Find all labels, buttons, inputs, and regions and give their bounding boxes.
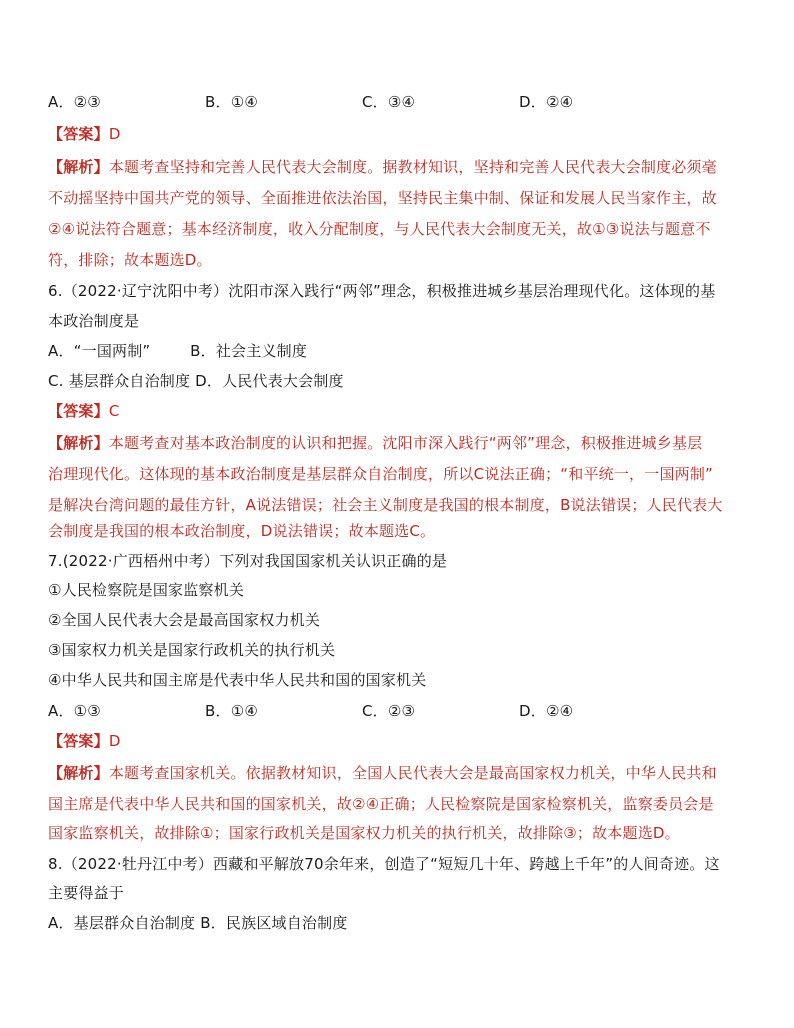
q5-option-d: D．②④	[519, 93, 574, 111]
q7-analysis-line-1	[48, 763, 717, 783]
q5-analysis-line-1	[48, 157, 717, 177]
analysis-text: 本题考查国家机关。依据教材知识，全国人民代表大会是最高国家权力机关，中华人民共和	[108, 764, 717, 782]
answer-value: D	[108, 125, 121, 143]
answer-tag: 【答案】	[48, 732, 109, 750]
q7-analysis-line-3: 国家监察机关，故排除①；国家行政机关是国家权力机关的执行机关，故排除③；故本题选D。	[48, 824, 680, 842]
q7-option-a: A．①③	[48, 702, 101, 720]
q5-answer	[48, 124, 121, 144]
q7-statement-3: ③国家权力机关是国家行政机关的执行机关	[48, 641, 336, 659]
q8-options-line: A．基层群众自治制度 B．民族区域自治制度	[48, 914, 348, 932]
q6-answer	[48, 401, 120, 421]
analysis-text: 本题考查对基本政治制度的认识和把握。沈阳市深入践行“两邻”理念，积极推进城乡基层	[108, 434, 703, 452]
analysis-tag: 【解析】	[48, 764, 109, 782]
q7-statement-2: ②全国人民代表大会是最高国家权力机关	[48, 611, 321, 629]
q5-analysis-line-2: 不动摇坚持中国共产党的领导、全面推进依法治国，坚持民主集中制、保证和发展人民当家作主，故	[48, 189, 717, 207]
answer-tag: 【答案】	[48, 125, 109, 143]
q7-option-c: C．②③	[362, 702, 416, 720]
q6-options-line-1: A．“一国两制” B．社会主义制度	[48, 342, 308, 360]
q6-analysis-line-1	[48, 433, 702, 453]
analysis-text: 本题考查坚持和完善人民代表大会制度。据教材知识，坚持和完善人民代表大会制度必须毫	[108, 158, 717, 176]
analysis-tag: 【解析】	[48, 158, 109, 176]
q8-stem-line-2: 主要得益于	[48, 884, 125, 902]
q8-stem-line-1: 8.（2022·牡丹江中考）西藏和平解放70余年来，创造了“短短几十年、跨越上千年”的人间奇迹。这	[48, 855, 720, 873]
q5-option-c: C．③④	[362, 93, 416, 111]
q6-stem-line-2: 本政治制度是	[48, 312, 140, 330]
q5-analysis-line-4: 符，排除；故本题选D。	[48, 251, 212, 269]
q5-analysis-line-3: ②④说法符合题意；基本经济制度，收入分配制度，与人民代表大会制度无关，故①③说法与题意不	[48, 220, 711, 238]
answer-tag: 【答案】	[48, 402, 109, 420]
q7-answer	[48, 731, 121, 751]
q5-option-b: B．①④	[205, 93, 258, 111]
analysis-tag: 【解析】	[48, 434, 109, 452]
answer-value: C	[108, 402, 120, 420]
q5-option-a: A．②③	[48, 93, 101, 111]
q7-analysis-line-2: 国主席是代表中华人民共和国的国家机关，故②④正确；人民检察院是国家检察机关，监察委员会是	[48, 795, 714, 813]
q6-analysis-line-3: 是解决台湾问题的最佳方针，A说法错误；社会主义制度是我国的根本制度，B说法错误；人民代表大	[48, 496, 723, 514]
q7-option-b: B．①④	[205, 702, 258, 720]
q6-analysis-line-4: 会制度是我国的根本政治制度，D说法错误；故本题选C。	[48, 522, 436, 540]
q7-option-d: D．②④	[519, 702, 574, 720]
q5-options-row	[48, 92, 748, 112]
q7-options-row	[48, 701, 748, 721]
q6-stem-line-1: 6.（2022·辽宁沈阳中考）沈阳市深入践行“两邻”理念，积极推进城乡基层治理现代化。这体现的基	[48, 282, 716, 300]
q7-statement-1: ①人民检察院是国家监察机关	[48, 581, 245, 599]
q7-statement-4: ④中华人民共和国主席是代表中华人民共和国的国家机关	[48, 671, 427, 689]
q7-stem: 7.(2022·广西梧州中考）下列对我国国家机关认识正确的是	[48, 552, 448, 570]
answer-value: D	[108, 732, 121, 750]
q6-options-line-2: C. 基层群众自治制度 D．人民代表大会制度	[48, 372, 344, 390]
q6-analysis-line-2: 治理现代化。这体现的基本政治制度是基层群众自治制度，所以C说法正确；“和平统一，一国两制”	[48, 465, 714, 483]
